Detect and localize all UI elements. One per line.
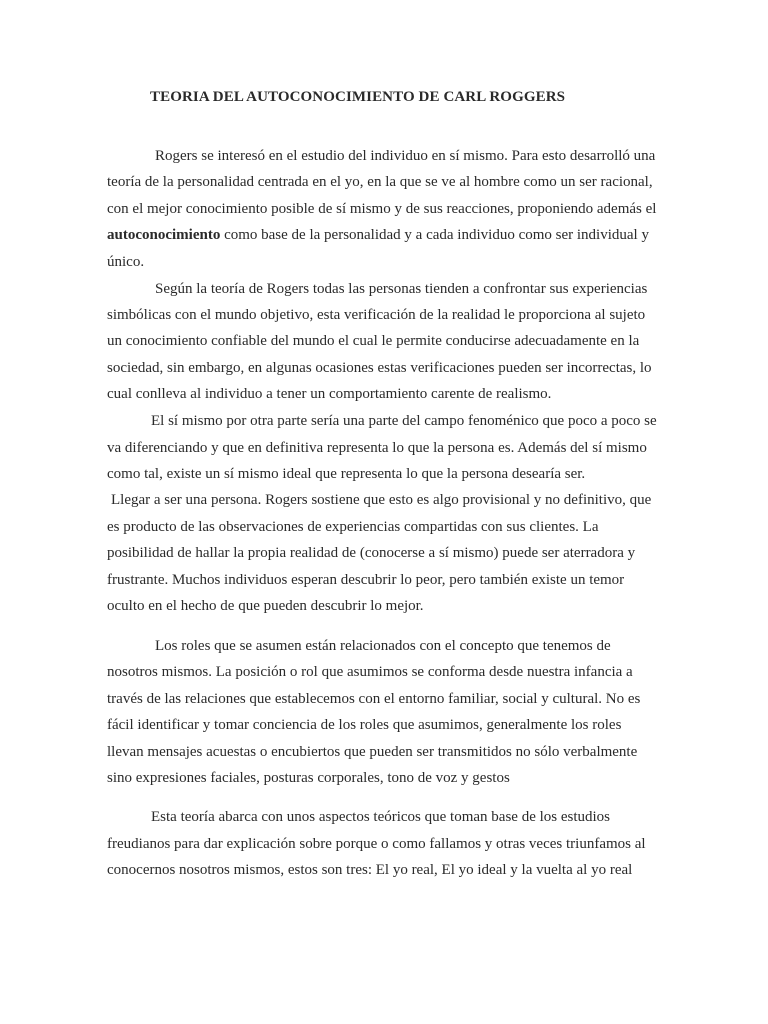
text-line	[107, 226, 649, 244]
text-line: Según la teoría de Rogers todas las personas tienden a confrontar sus experiencias	[155, 281, 648, 297]
text-line: través de las relaciones que establecemos con el entorno familiar, social y cultural. No es	[107, 691, 641, 707]
text-line: El sí mismo por otra parte sería una parte del campo fenoménico que poco a poco se	[151, 413, 657, 429]
text-line: nosotros mismos. La posición o rol que asumimos se conforma desde nuestra infancia a	[107, 664, 633, 680]
text-line: posibilidad de hallar la propia realidad de (conocerse a sí mismo) puede ser aterradora y	[107, 545, 636, 561]
text-line: con el mejor conocimiento posible de sí mismo y de sus reacciones, proponiendo además el	[107, 201, 657, 217]
text-line: Llegar a ser una persona. Rogers sostiene que esto es algo provisional y no definitivo, que	[111, 492, 652, 508]
bold-term: autoconocimiento	[107, 227, 221, 243]
text-line: oculto en el hecho de que pueden descubrir lo mejor.	[107, 598, 424, 614]
text-line: fácil identificar y tomar conciencia de los roles que asumimos, generalmente los roles	[107, 717, 622, 733]
text-line: Rogers se interesó en el estudio del individuo en sí mismo. Para esto desarrolló una	[155, 148, 656, 164]
text-line: conocernos nosotros mismos, estos son tres: El yo real, El yo ideal y la vuelta al yo real	[107, 862, 633, 878]
text-fragment: como base de la personalidad y a cada individuo como ser individual y	[220, 227, 649, 243]
text-line: cual conlleva al individuo a tener un comportamiento carente de realismo.	[107, 386, 552, 402]
text-line: simbólicas con el mundo objetivo, esta verificación de la realidad le proporciona al sujeto	[107, 307, 646, 323]
text-line: como tal, existe un sí mismo ideal que representa lo que la persona desearía ser.	[107, 466, 586, 482]
text-line: un conocimiento confiable del mundo el cual le permite conducirse adecuadamente en la	[107, 333, 640, 349]
text-line: frustrante. Muchos individuos esperan descubrir lo peor, pero también existe un temor	[107, 572, 625, 588]
text-line: teoría de la personalidad centrada en el yo, en la que se ve al hombre como un ser racional,	[107, 174, 653, 190]
text-line: va diferenciando y que en definitiva representa lo que la persona es. Además del sí mismo	[107, 440, 647, 456]
text-line: Los roles que se asumen están relacionados con el concepto que tenemos de	[155, 638, 611, 654]
text-line: Esta teoría abarca con unos aspectos teóricos que toman base de los estudios	[151, 809, 611, 825]
text-line: es producto de las observaciones de experiencias compartidas con sus clientes. La	[107, 519, 599, 535]
text-line: sino expresiones faciales, posturas corporales, tono de voz y gestos	[107, 770, 510, 786]
document-title: TEORIA DEL AUTOCONOCIMIENTO DE CARL ROGGERS	[150, 89, 566, 105]
text-line: sociedad, sin embargo, en algunas ocasiones estas verificaciones pueden ser incorrectas, lo	[107, 360, 652, 376]
text-line: freudianos para dar explicación sobre porque o como fallamos y otras veces triunfamos al	[107, 836, 646, 852]
text-line: único.	[107, 254, 145, 270]
text-line: llevan mensajes acuestas o encubiertos que pueden ser transmitidos no sólo verbalmente	[107, 744, 638, 760]
